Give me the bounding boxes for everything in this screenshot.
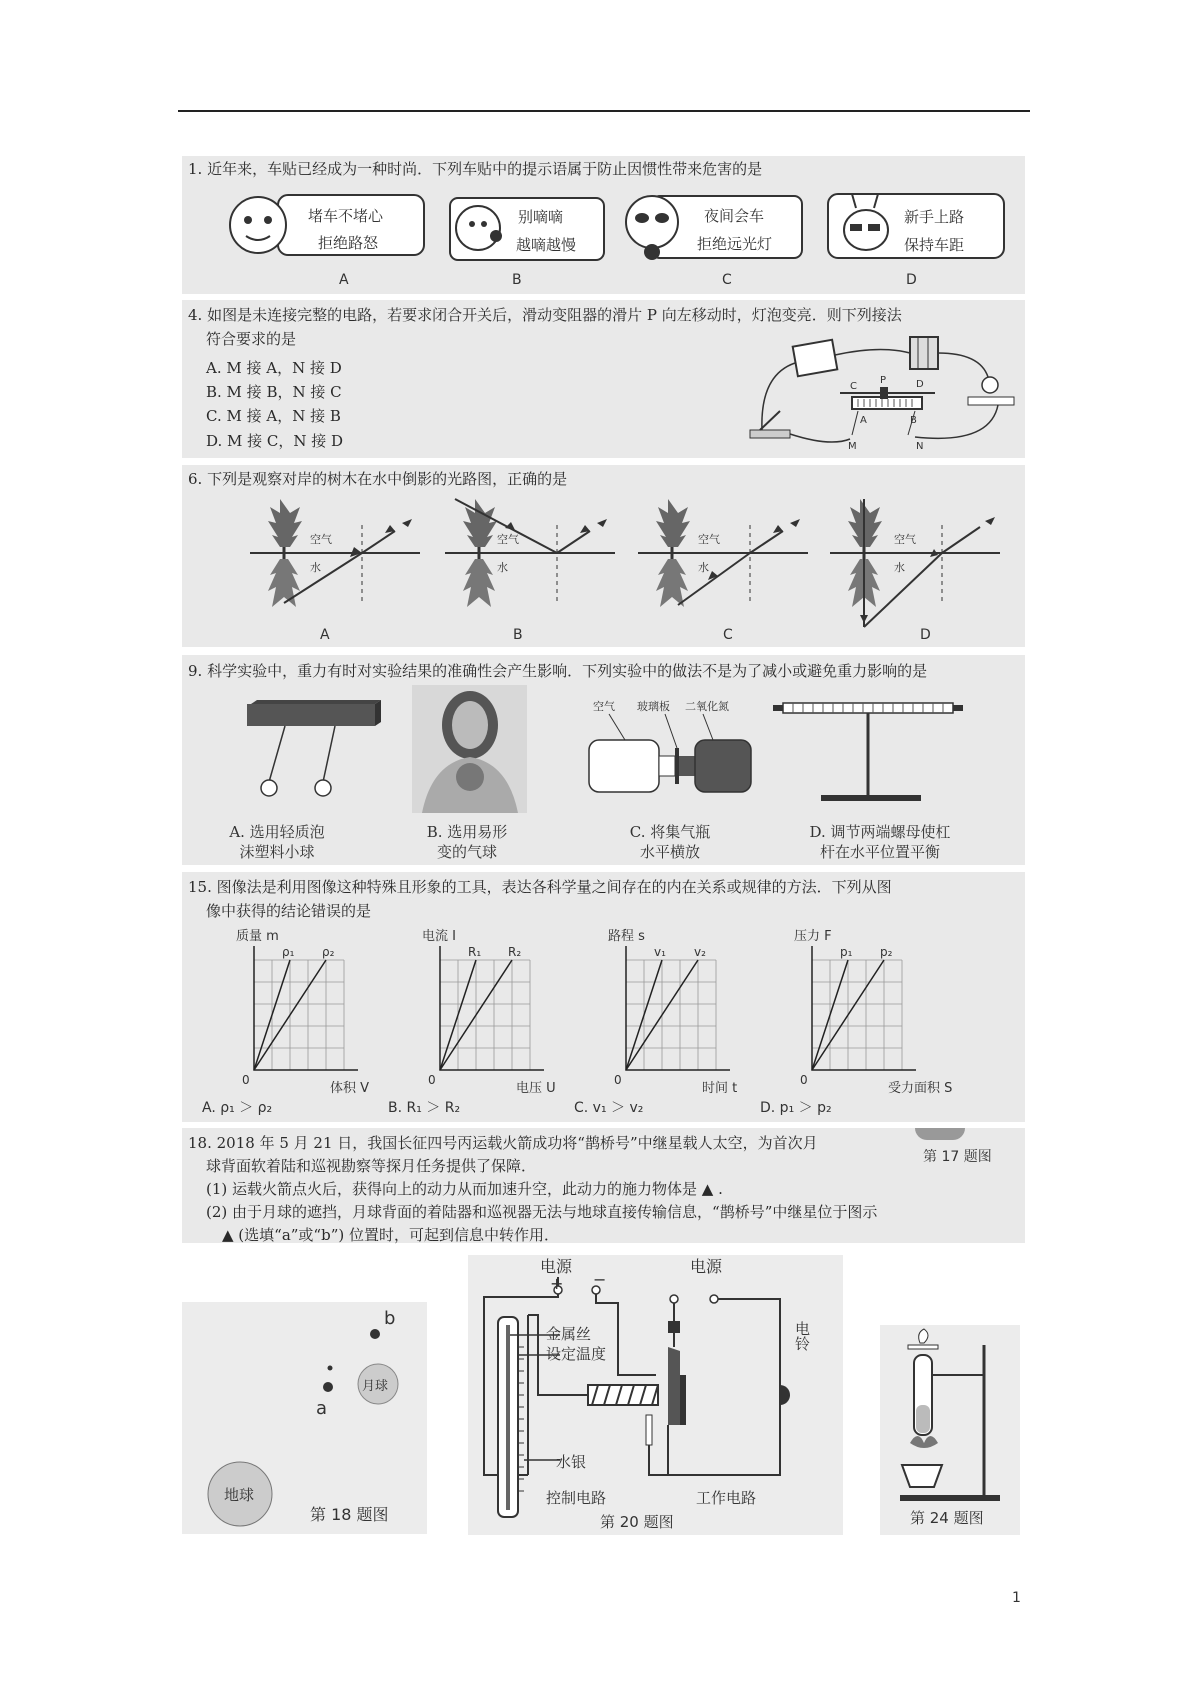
reflection-diagram-d — [830, 495, 1000, 630]
sticker-b-letter: B — [512, 272, 522, 288]
graph-2-xlabel: 时间 t — [702, 1081, 738, 1096]
question-4-line2: 符合要求的是 — [206, 330, 297, 348]
sticker-b-line2: 越嘀越慢 — [516, 236, 577, 254]
graph-1-xlabel: 电压 U — [516, 1081, 556, 1096]
diagram-c-water: 水 — [698, 561, 709, 574]
graph-3-line-2-label: p₂ — [880, 945, 893, 959]
sticker-c-letter: C — [722, 272, 732, 288]
question-4-option-a: A. M 接 A，N 接 D — [206, 359, 342, 377]
sticker-c-line2: 拒绝远光灯 — [697, 235, 773, 253]
circuit-label-n: N — [916, 441, 924, 452]
fig18-label-earth: 地球 — [224, 1486, 255, 1504]
fig24-diagram — [880, 1325, 1020, 1535]
q9-caption-b-line1: B. 选用易形 — [426, 823, 508, 841]
graph-0 — [202, 929, 369, 1116]
balloon-photo — [412, 685, 527, 813]
graph-0-ylabel: 质量 m — [236, 929, 279, 944]
fig20-plus: + — [550, 1274, 564, 1293]
graph-3-ylabel: 压力 F — [794, 929, 832, 944]
fig20-power-right: 电源 — [690, 1257, 723, 1276]
diagram-d-air: 空气 — [894, 533, 916, 546]
q9-caption-d-line2: 杆在水平位置平衡 — [819, 843, 940, 861]
sticker-a-line1: 堵车不堵心 — [308, 207, 384, 225]
question-4-option-d: D. M 接 C，N 接 D — [206, 432, 344, 450]
graph-1-line-2-label: R₂ — [508, 945, 522, 959]
graph-1-line-1-label: R₁ — [468, 945, 482, 959]
q9-caption-c-line1: C. 将集气瓶 — [629, 823, 711, 841]
fig18-label-a: a — [316, 1398, 328, 1419]
fig20-label-mercury: 水银 — [556, 1453, 587, 1471]
graph-0-line-2-label: ρ₂ — [322, 945, 335, 959]
fig20-caption: 第 20 题图 — [600, 1513, 674, 1531]
fig20-label-work: 工作电路 — [696, 1489, 757, 1507]
circuit-label-m: M — [848, 441, 857, 452]
diagram-b-water: 水 — [497, 561, 508, 574]
fig20-label-settemp: 设定温度 — [546, 1345, 607, 1363]
lever-apparatus — [773, 695, 973, 805]
fig18-diagram — [182, 1302, 427, 1534]
graph-1 — [388, 928, 556, 1116]
question-4-line1: 4. 如图是未连接完整的电路，若要求闭合开关后，滑动变阻器的滑片 P 向左移动时，灯泡变亮．则下列接法 — [188, 306, 902, 324]
gas-jar-apparatus — [585, 700, 755, 800]
fig17-blob — [915, 1128, 965, 1140]
fig20-label-bell: 电铃 — [793, 1321, 811, 1351]
question-18-line1: 18. 2018 年 5 月 21 日，我国长征四号丙运载火箭成功将“鹊桥号”中继星载人太空，为首次月 — [188, 1134, 818, 1152]
reflection-letter-b: B — [513, 627, 523, 643]
diagram-a-water: 水 — [310, 561, 321, 574]
graphs-container — [190, 920, 1020, 1120]
sticker-b-line1: 别嘀嘀 — [518, 208, 564, 226]
circuit-label-p: P — [880, 375, 887, 386]
graph-0-origin: 0 — [242, 1073, 250, 1087]
label-glass-plate: 玻璃板 — [637, 700, 670, 713]
circuit-diagram — [740, 335, 1020, 455]
graph-0-answer: A. ρ₁ ＞ ρ₂ — [202, 1100, 273, 1116]
graph-1-answer: B. R₁ ＞ R₂ — [388, 1100, 461, 1116]
question-18-line3: (1) 运载火箭点火后，获得向上的动力从而加速升空，此动力的施力物体是 ▲ . — [206, 1180, 723, 1198]
graph-3-xlabel: 受力面积 S — [888, 1081, 953, 1096]
fig20-minus: − — [593, 1270, 607, 1289]
graph-2-line-2-label: v₂ — [694, 945, 706, 959]
fig20-label-wire: 金属丝 — [546, 1325, 592, 1343]
reflection-letter-d: D — [920, 627, 931, 643]
reflection-diagram-a — [250, 495, 420, 630]
q9-caption-d-line1: D. 调节两端螺母使杠 — [809, 823, 951, 841]
reflection-letter-a: A — [320, 627, 330, 643]
q9-caption-a-line1: A. 选用轻质泡 — [229, 823, 325, 841]
foam-ball-apparatus — [245, 700, 385, 810]
graph-1-origin: 0 — [428, 1073, 436, 1087]
label-no2: 二氧化氮 — [685, 700, 729, 713]
fig20-diagram — [468, 1255, 843, 1535]
diagram-c-air: 空气 — [698, 533, 720, 546]
graph-1-ylabel: 电流 I — [422, 929, 456, 944]
fig18-label-b: b — [384, 1308, 396, 1329]
page-number: 1 — [1012, 1590, 1021, 1606]
circuit-label-b: B — [910, 415, 917, 426]
graph-2-origin: 0 — [614, 1073, 622, 1087]
reflection-diagram-c — [638, 495, 808, 630]
question-18-line4: (2) 由于月球的遮挡，月球背面的着陆器和巡视器无法与地球直接传输信息，“鹊桥号”中继星位于图示 — [206, 1203, 878, 1221]
question-4-option-b: B. M 接 B，N 接 C — [206, 383, 342, 401]
graph-0-line-1-label: ρ₁ — [282, 945, 295, 959]
reflection-letter-c: C — [723, 627, 733, 643]
question-15-line2: 像中获得的结论错误的是 — [206, 902, 372, 920]
reflection-diagram-b — [445, 495, 615, 630]
graph-2-ylabel: 路程 s — [608, 929, 645, 944]
fig18-label-moon: 月球 — [362, 1379, 389, 1394]
circuit-label-c: C — [850, 381, 857, 392]
sticker-c-line1: 夜间会车 — [704, 207, 765, 225]
graph-3-origin: 0 — [800, 1073, 808, 1087]
question-18-line5: ▲ (选填“a”或“b”) 位置时，可起到信息中转作用． — [222, 1226, 559, 1244]
diagram-a-air: 空气 — [310, 533, 332, 546]
graph-2 — [574, 929, 737, 1116]
fig20-power-left: 电源 — [540, 1257, 573, 1276]
fig18-caption: 第 18 题图 — [310, 1505, 389, 1524]
sticker-d-letter: D — [906, 272, 917, 288]
q9-caption-b-line2: 变的气球 — [436, 843, 497, 861]
sticker-a-figure — [228, 190, 428, 265]
graph-0-xlabel: 体积 V — [330, 1081, 370, 1096]
diagram-b-air: 空气 — [497, 533, 519, 546]
circuit-label-d: D — [916, 379, 924, 390]
graph-2-line-1-label: v₁ — [654, 945, 666, 959]
fig20-label-control: 控制电路 — [546, 1489, 607, 1507]
graph-3 — [760, 928, 952, 1116]
header-rule — [178, 110, 1030, 112]
q9-caption-c-line2: 水平横放 — [639, 843, 700, 861]
question-6-text: 6. 下列是观察对岸的树木在水中倒影的光路图，正确的是 — [188, 470, 568, 488]
sticker-d-line1: 新手上路 — [904, 208, 965, 226]
question-1-text: 1. 近年来，车贴已经成为一种时尚．下列车贴中的提示语属于防止因惯性带来危害的是 — [188, 160, 763, 178]
q9-caption-a-line2: 沫塑料小球 — [239, 843, 315, 861]
sticker-d-line2: 保持车距 — [904, 236, 965, 254]
graph-3-answer: D. p₁ ＞ p₂ — [760, 1100, 832, 1116]
graph-3-line-1-label: p₁ — [840, 945, 853, 959]
label-air: 空气 — [593, 700, 615, 713]
fig17-caption: 第 17 题图 — [923, 1149, 992, 1165]
graph-2-answer: C. v₁ ＞ v₂ — [574, 1100, 644, 1116]
circuit-label-a: A — [860, 415, 867, 426]
question-4-option-c: C. M 接 A，N 接 B — [206, 407, 341, 425]
question-9-text: 9. 科学实验中，重力有时对实验结果的准确性会产生影响．下列实验中的做法不是为了减小或避免重力影响的是 — [188, 662, 928, 680]
sticker-a-letter: A — [339, 272, 349, 288]
question-15-line1: 15. 图像法是利用图像这种特殊且形象的工具，表达各科学量之间存在的内在关系或规律的方法．下列从图 — [188, 878, 892, 896]
fig24-caption: 第 24 题图 — [910, 1509, 984, 1527]
question-18-line2: 球背面软着陆和巡视勘察等探月任务提供了保障． — [206, 1157, 537, 1175]
sticker-a-line2: 拒绝路怒 — [318, 234, 379, 252]
diagram-d-water: 水 — [894, 561, 905, 574]
